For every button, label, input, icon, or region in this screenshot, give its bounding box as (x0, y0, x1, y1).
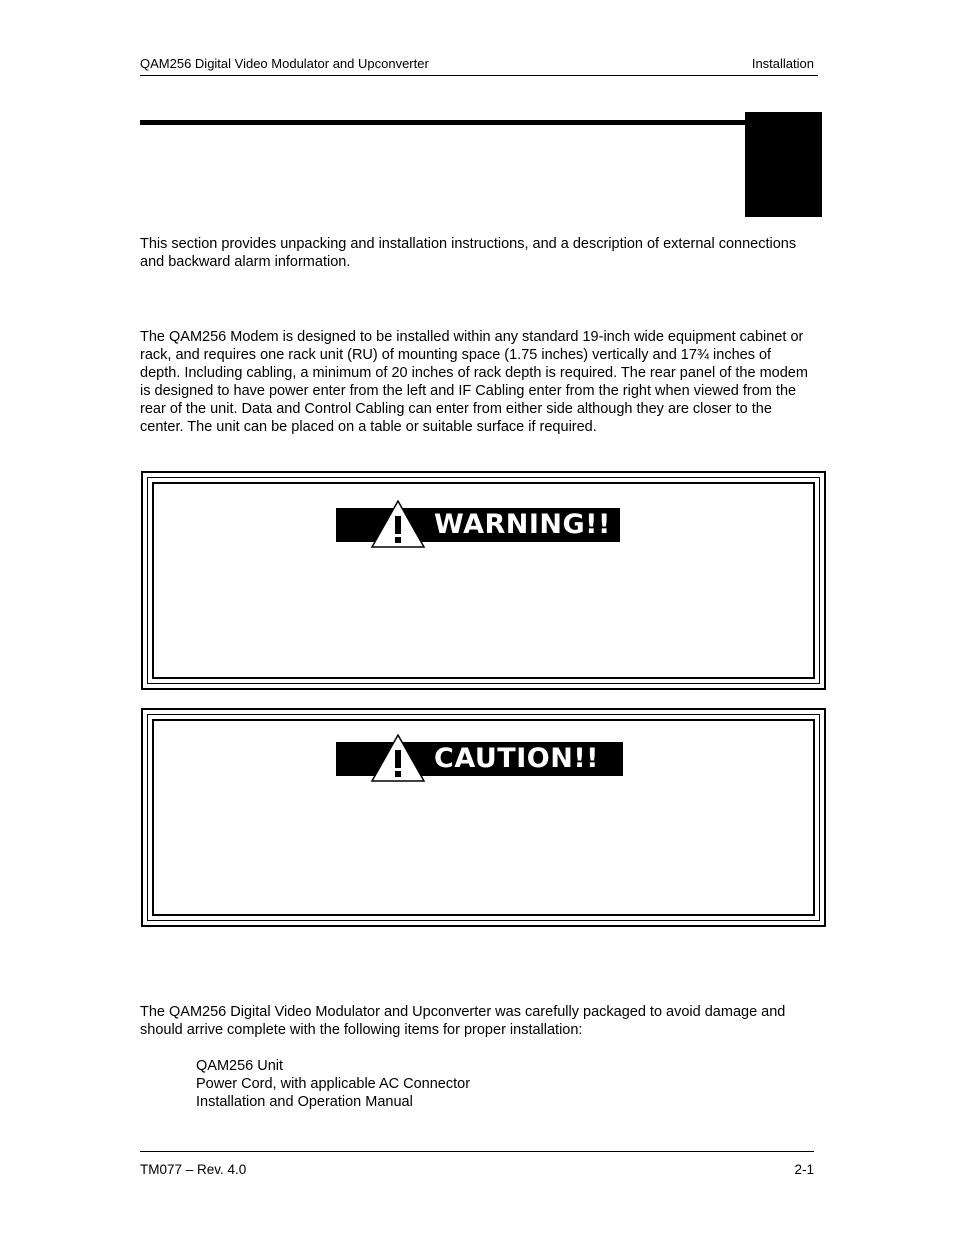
header-rule (140, 75, 818, 76)
mounting-paragraph: The QAM256 Modem is designed to be installed within any standard 19-inch wide equipment cabinet or rack, and requires one rack unit (RU) of mounting space (1.75 inches) vertically and 17¾ inches of depth. Including cabling, a minimum of 20 inches of rack depth is required. The rear panel of the modem is designed to have power enter from the left and IF Cabling enter from the right when viewed from the rear of the unit. Data and Control Cabling can enter from either side although they are closer to the center. The unit can be placed on a table or suitable surface if required. (140, 329, 808, 435)
warning-banner (336, 508, 620, 542)
chapter-tab (745, 112, 822, 217)
chapter-rule (140, 120, 752, 125)
unpacking-paragraph: The QAM256 Digital Video Modulator and Upconverter was carefully packaged to avoid damage and should arrive complete with the following items for proper installation: (140, 1004, 786, 1038)
list-item: Power Cord, with applicable AC Connector (196, 1076, 471, 1092)
footer-doc-id: TM077 – Rev. 4.0 (140, 1162, 247, 1177)
packing-list (196, 1057, 470, 1111)
running-header-section: Installation (751, 56, 814, 71)
list-item: Installation and Operation Manual (196, 1094, 413, 1110)
caution-box (141, 708, 826, 927)
list-item: QAM256 Unit (196, 1058, 284, 1074)
running-header-title: QAM256 Digital Video Modulator and Upconverter (140, 56, 429, 71)
exclamation-triangle-icon (370, 500, 426, 548)
warning-box (141, 471, 826, 690)
intro-paragraph: This section provides unpacking and installation instructions, and a description of external connections and backward alarm information. (140, 236, 797, 270)
footer-rule (140, 1151, 814, 1152)
page-number: 2-1 (794, 1162, 814, 1177)
warning-label: WARNING!! (434, 509, 611, 540)
caution-banner (336, 742, 623, 776)
caution-label: CAUTION!! (434, 743, 599, 774)
exclamation-triangle-icon (370, 734, 426, 782)
